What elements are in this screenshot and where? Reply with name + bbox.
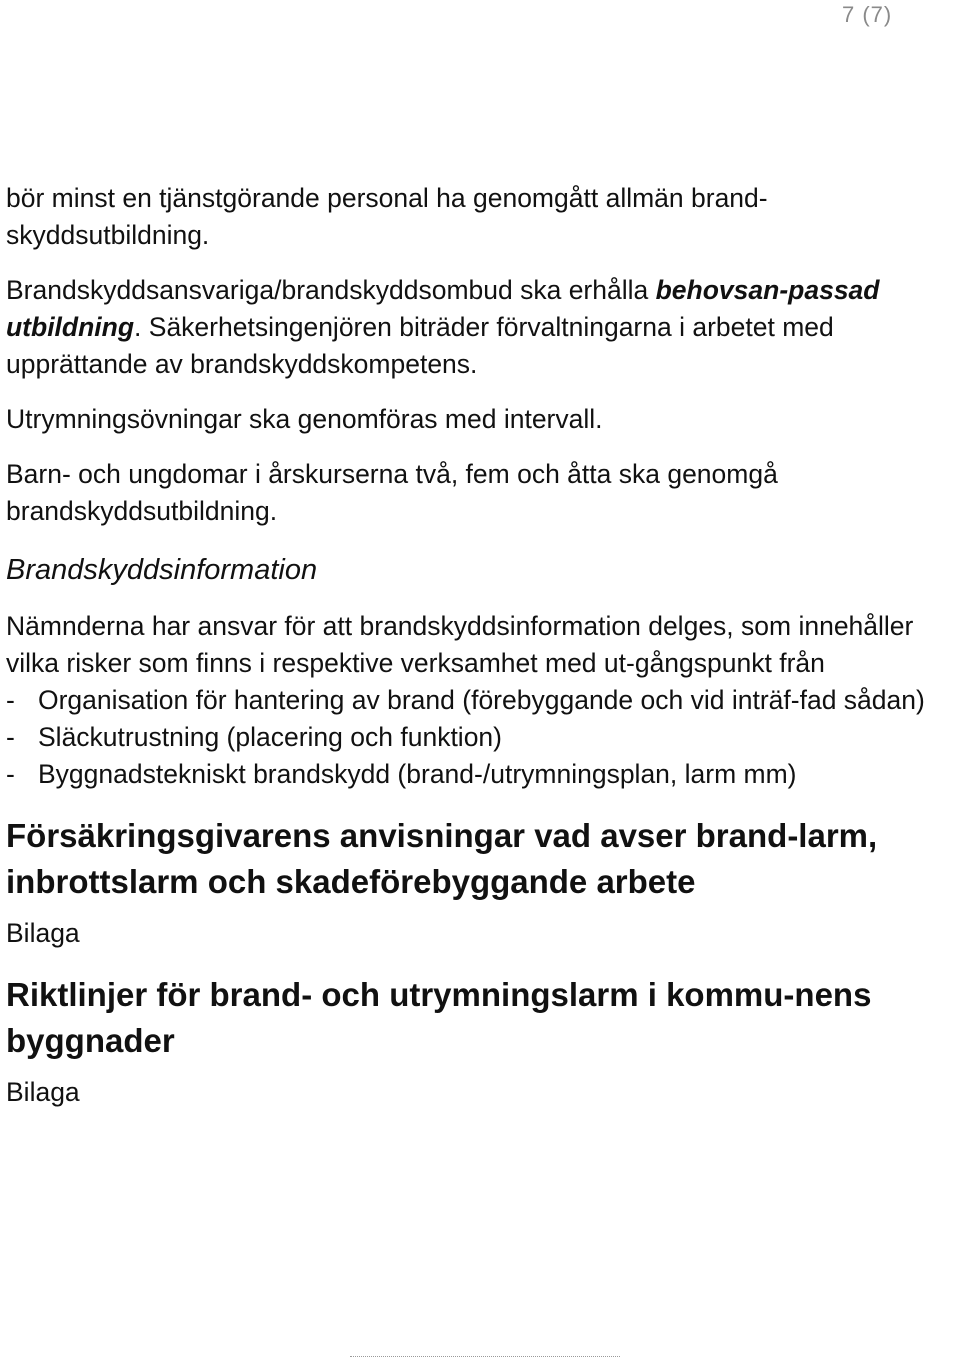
list-item — [6, 682, 954, 719]
paragraph-training-staff: bör minst en tjänstgörande personal ha genomgått allmän brand-skyddsutbildning. — [6, 183, 768, 250]
heading-insurer-instructions: Försäkringsgivarens anvisningar vad avser brand-larm, inbrottslarm och skadeförebyggande arbete — [6, 817, 878, 900]
list-item — [6, 719, 954, 756]
document-body — [6, 180, 954, 1111]
page-number: 7 (7) — [842, 2, 893, 27]
paragraph-fire-safety-officers — [6, 272, 954, 383]
list-item-text: Byggnadstekniskt brandskydd (brand-/utrymningsplan, larm mm) — [38, 759, 797, 789]
paragraph-information-intro: Nämnderna har ansvar för att brandskyddsinformation delges, som innehåller vilka risker som finns i respektive verksamhet med ut-gångspunkt från — [6, 611, 914, 678]
information-list — [6, 682, 954, 793]
paragraph-evacuation-drills: Utrymningsövningar ska genomföras med intervall. — [6, 404, 603, 434]
scan-artifact-line — [350, 1356, 620, 1359]
section-title: Brandskyddsinformation — [6, 554, 318, 586]
attachment-note: Bilaga — [6, 918, 80, 948]
dash-bullet: - — [6, 722, 15, 752]
emphasis-text: behovsan-passad utbildning — [6, 275, 880, 342]
list-item-text: Organisation för hantering av brand (förebyggande och vid inträf-fad sådan) — [38, 685, 925, 715]
paragraph-school-training: Barn- och ungdomar i årskurserna två, fem och åtta ska genomgå brandskyddsutbildning. — [6, 459, 778, 526]
dash-bullet: - — [6, 759, 15, 789]
paragraph-text: . Säkerhetsingenjören biträder förvaltningarna i arbetet med upprättande av brandskyddskompetens. — [6, 312, 834, 379]
dash-bullet: - — [6, 685, 15, 715]
list-item — [6, 756, 954, 793]
attachment-note: Bilaga — [6, 1077, 80, 1107]
heading-alarm-guidelines: Riktlinjer för brand- och utrymningslarm i kommu-nens byggnader — [6, 976, 872, 1059]
paragraph-text: Brandskyddsansvariga/brandskyddsombud ska erhålla — [6, 275, 656, 305]
list-item-text: Släckutrustning (placering och funktion) — [38, 722, 502, 752]
